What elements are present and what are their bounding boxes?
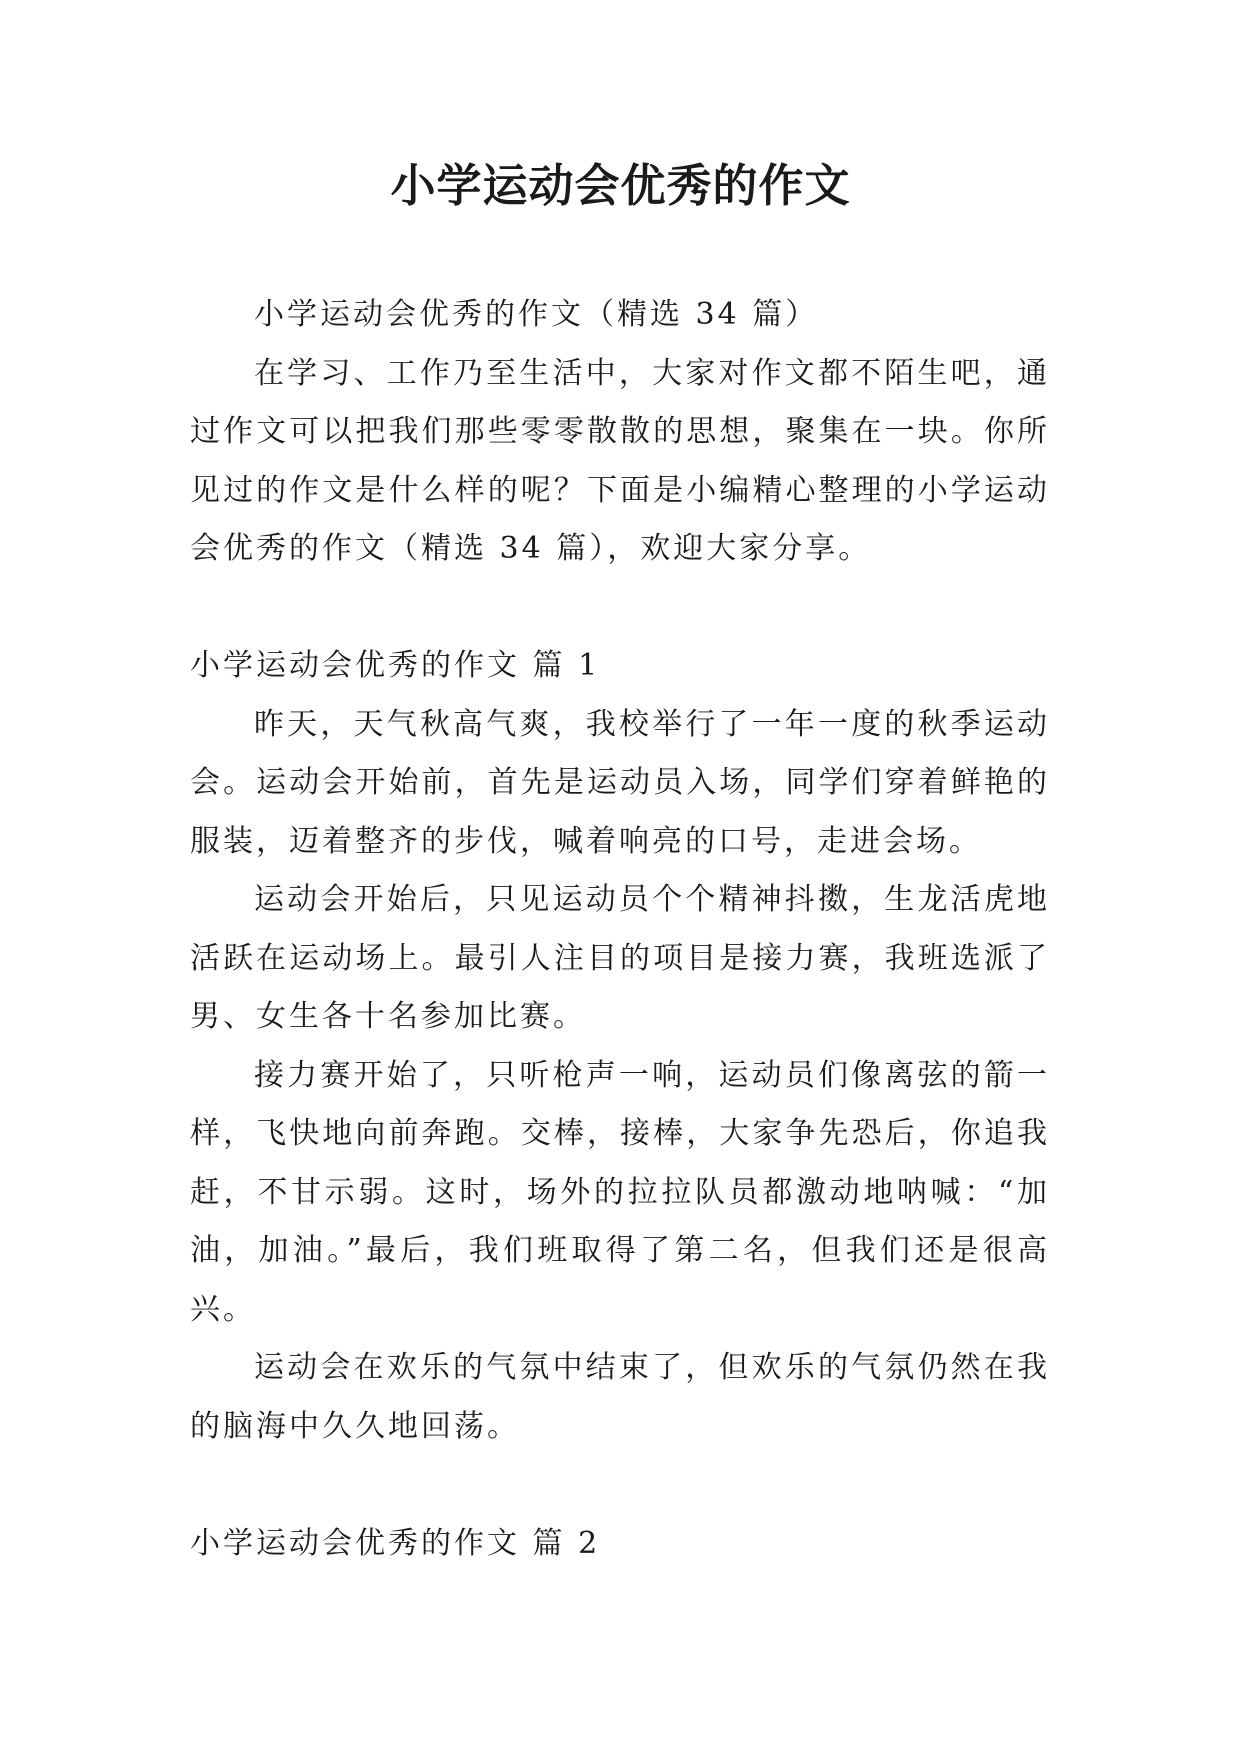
document-subtitle: 小学运动会优秀的作文（精选 34 篇）: [254, 297, 819, 332]
document-body: [190, 286, 1050, 1573]
document-title: 小学运动会优秀的作文: [390, 159, 851, 212]
section-1-paragraph: 运动会开始后，只见运动员个个精神抖擞，生龙活虎地活跃在运动场上。最引人注目的项目是接力赛，我班选派了男、女生各十名参加比赛。: [190, 882, 1050, 1034]
section-heading-2: 小学运动会优秀的作文 篇 2: [190, 1525, 601, 1561]
section-spacer: [190, 1456, 1050, 1515]
section-1-paragraph: 接力赛开始了，只听枪声一响，运动员们像离弦的箭一样，飞快地向前奔跑。交棒，接棒，大家争先恐后，你追我赶，不甘示弱。这时，场外的拉拉队员都激动地呐喊：“加油，加油。”最后，我们班取得了第二名，但我们还是很高兴。: [190, 1057, 1050, 1327]
intro-paragraph: 在学习、工作乃至生活中，大家对作文都不陌生吧，通过作文可以把我们那些零零散散的思想，聚集在一块。你所见过的作文是什么样的呢？下面是小编精心整理的小学运动会优秀的作文（精选 34 篇），欢迎大家分享。: [190, 355, 1050, 566]
section-spacer: [190, 579, 1050, 638]
section-1-paragraph: 昨天，天气秋高气爽，我校举行了一年一度的秋季运动会。运动会开始前，首先是运动员入场，同学们穿着鲜艳的服装，迈着整齐的步伐，喊着响亮的口号，走进会场。: [190, 706, 1050, 859]
section-heading-1: 小学运动会优秀的作文 篇 1: [190, 648, 601, 683]
section-1-paragraph: 运动会在欢乐的气氛中结束了，但欢乐的气氛仍然在我的脑海中久久地回荡。: [190, 1350, 1050, 1444]
